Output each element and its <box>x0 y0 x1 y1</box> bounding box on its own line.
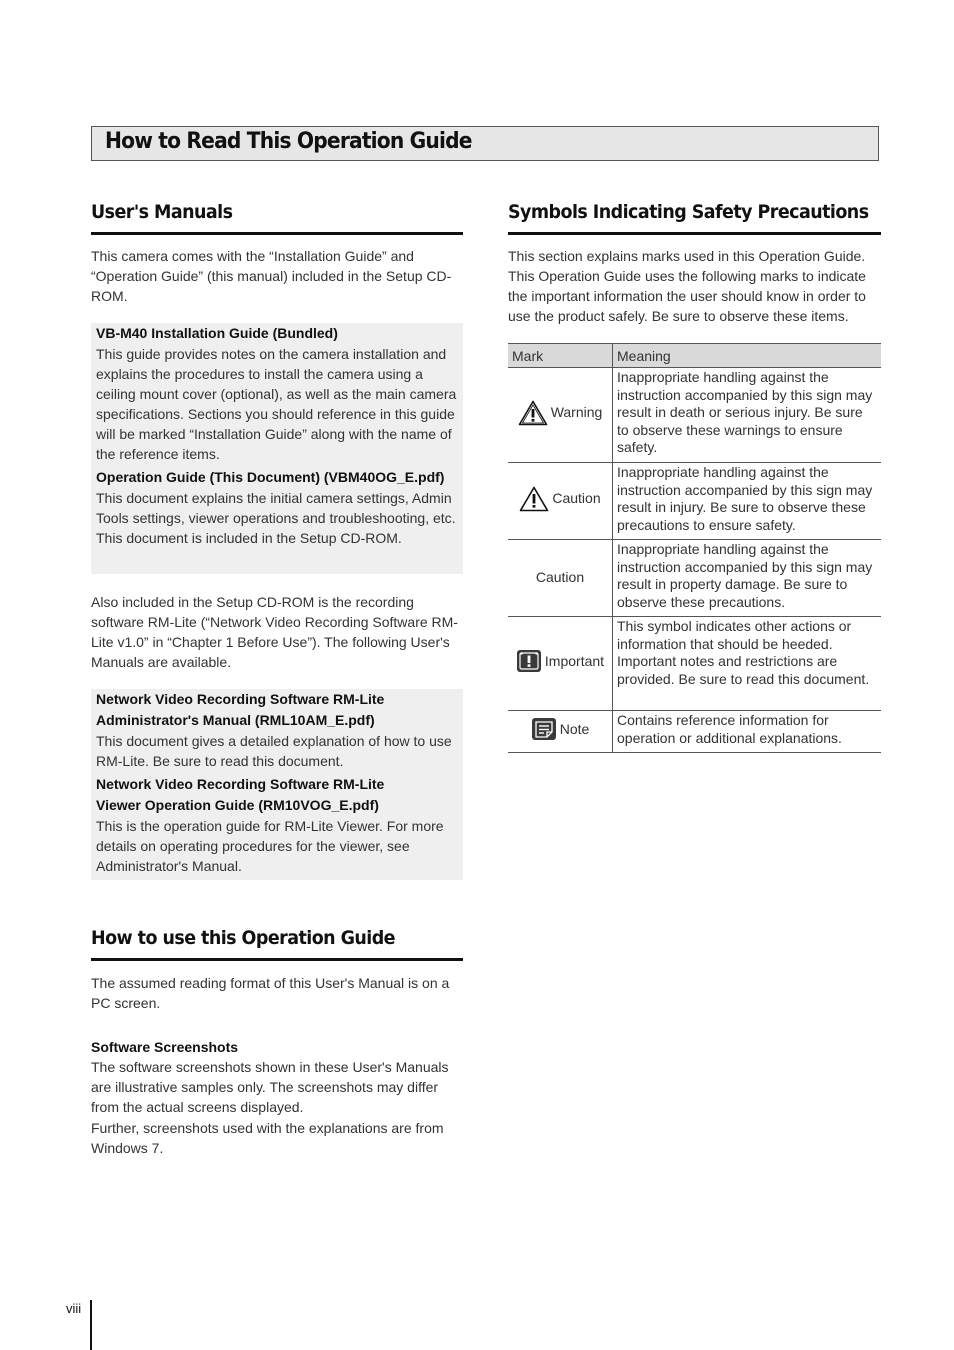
manual-list-box-1 <box>91 323 463 574</box>
screenshots-text-1: The software screenshots shown in these User's Manuals are illustrative samples only. The screenshots may differ from the actual screens displayed. <box>91 1059 449 1115</box>
table-row <box>508 711 881 753</box>
mark-label: Important <box>544 652 605 669</box>
mark-cell <box>508 711 613 753</box>
safety-intro: This section explains marks used in this Operation Guide. This Operation Guide uses the following marks to indicate the important information the user should know in order to use the product safely. Be sure to observe these items. <box>508 248 866 324</box>
mark-cell <box>508 617 613 711</box>
page-number: viii <box>66 1301 82 1316</box>
footer-rule <box>90 1300 92 1350</box>
important-icon <box>516 649 542 673</box>
table-row <box>508 617 881 711</box>
operation-guide-title: Operation Guide (This Document) (VBM40OG_E.pdf) <box>96 469 445 485</box>
how-to-use-rule <box>91 958 463 961</box>
mark-label: Caution <box>535 569 585 586</box>
mark-label: Warning <box>550 404 603 420</box>
users-manuals-rule <box>91 232 463 235</box>
table-row <box>508 368 881 463</box>
page-title: How to Read This Operation Guide <box>105 129 472 154</box>
safety-heading: Symbols Indicating Safety Precautions <box>508 201 869 223</box>
screenshots-text-2: Further, screenshots used with the explanations are from Windows 7. <box>91 1120 444 1156</box>
caution-triangle-icon <box>519 486 549 512</box>
meaning-cell: Inappropriate handling against the instruction accompanied by this sign may result in death or serious injury. Be sure to observe these warnings to ensure safety. <box>613 368 882 463</box>
rm-viewer-guide-title-2: Viewer Operation Guide (RM10VOG_E.pdf) <box>96 797 379 813</box>
mark-cell <box>508 368 613 463</box>
page-title-bar <box>91 126 879 161</box>
rm-lite-intro: Also included in the Setup CD-ROM is the recording software RM-Lite (“Network Video Recording Software RM-Lite v1.0” in “Chapter 1 Before Use”). The following User's Manuals are available. <box>91 594 458 670</box>
software-screenshots-heading: Software Screenshots <box>91 1039 239 1055</box>
mark-label: Caution <box>552 490 601 506</box>
installation-guide-text: This guide provides notes on the camera installation and explains the procedures to install the camera using a ceiling mount cover (optional), as well as the main camera specifications. Sections you should reference in this guide will be marked “Installation Guide” along with the name of the reference items. <box>96 346 457 462</box>
rm-admin-manual-title-2: Administrator's Manual (RML10AM_E.pdf) <box>96 712 375 728</box>
mark-cell <box>508 463 613 540</box>
table-header-row <box>508 344 881 368</box>
users-manuals-intro: This camera comes with the “Installation Guide” and “Operation Guide” (this manual) included in the Setup CD-ROM. <box>91 248 452 304</box>
operation-guide-text: This document explains the initial camera settings, Admin Tools settings, viewer operations and troubleshooting, etc. This document is included in the Setup CD-ROM. <box>96 490 456 546</box>
note-icon <box>531 717 557 741</box>
safety-marks-table <box>508 343 881 753</box>
users-manuals-heading: User's Manuals <box>91 201 233 223</box>
meaning-cell: Inappropriate handling against the instruction accompanied by this sign may result in property damage. Be sure to observe these precautions. <box>613 540 882 617</box>
manual-list-box-2 <box>91 689 463 880</box>
rm-admin-manual-title-1: Network Video Recording Software RM-Lite <box>96 691 385 707</box>
table-row <box>508 540 881 617</box>
column-header-mark: Mark <box>508 344 613 368</box>
column-header-meaning: Meaning <box>613 344 882 368</box>
mark-cell <box>508 540 613 617</box>
warning-triangle-icon <box>518 400 548 426</box>
installation-guide-title: VB-M40 Installation Guide (Bundled) <box>96 325 338 341</box>
safety-rule <box>508 232 881 235</box>
meaning-cell: Contains reference information for operation or additional explanations. <box>613 711 882 753</box>
table-row <box>508 463 881 540</box>
mark-label: Note <box>559 720 590 737</box>
rm-viewer-guide-text: This is the operation guide for RM-Lite Viewer. For more details on operating procedures for the viewer, see Administrator's Manual. <box>96 818 444 874</box>
reading-format-text: The assumed reading format of this User's Manual is on a PC screen. <box>91 975 450 1011</box>
rm-admin-manual-text: This document gives a detailed explanation of how to use RM-Lite. Be sure to read this document. <box>96 733 452 769</box>
meaning-cell: This symbol indicates other actions or information that should be heeded. Important notes and restrictions are provided. Be sure to read this document. <box>613 617 882 711</box>
rm-viewer-guide-title-1: Network Video Recording Software RM-Lite <box>96 776 385 792</box>
how-to-use-heading: How to use this Operation Guide <box>91 927 395 949</box>
meaning-cell: Inappropriate handling against the instruction accompanied by this sign may result in injury. Be sure to observe these precautions to ensure safety. <box>613 463 882 540</box>
